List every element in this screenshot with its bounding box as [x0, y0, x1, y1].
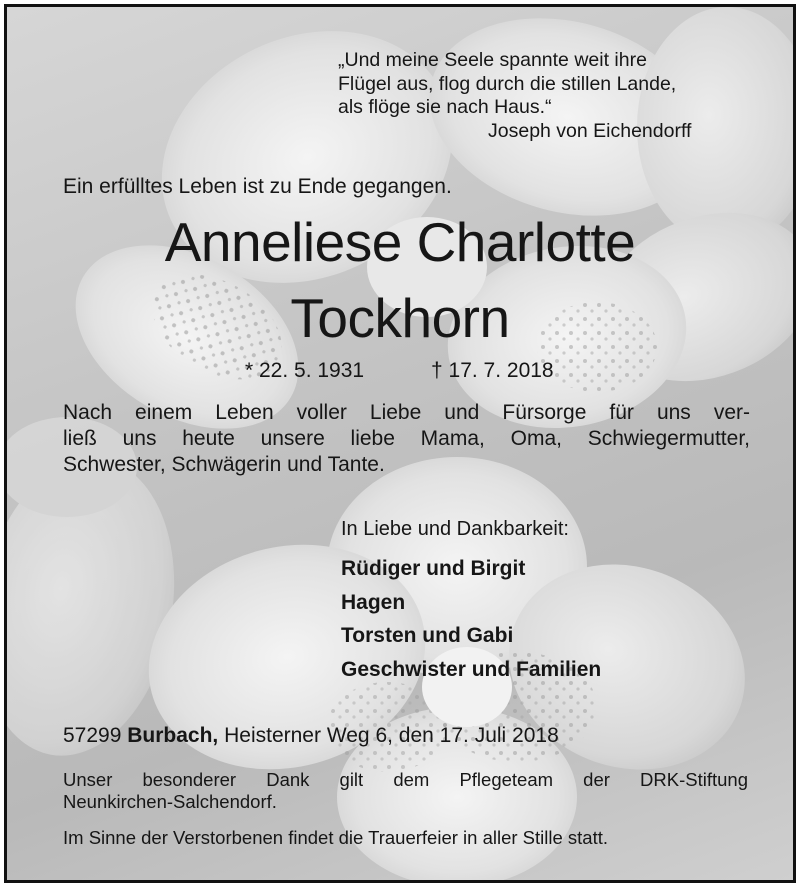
mourner-name: Torsten und Gabi	[341, 624, 514, 647]
body-line: Nach einem Leben voller Liebe und Fürsorge für uns ver-	[63, 401, 750, 424]
address-city: Burbach,	[127, 724, 219, 747]
obituary-body-text	[63, 400, 750, 478]
mourners-list	[341, 552, 601, 686]
mourner-name: Rüdiger und Birgit	[341, 557, 526, 580]
ceremony-note: Im Sinne der Verstorbenen findet die Trauerfeier in aller Stille statt.	[63, 827, 609, 848]
mourner-name: Hagen	[341, 590, 406, 614]
mourner-name: Geschwister und Familien	[341, 657, 602, 681]
epigraph-quote	[338, 49, 692, 142]
death-date: † 17. 7. 2018	[431, 359, 554, 382]
thanks-line: Unser besonderer Dank gilt dem Pflegeteam der DRK-Stiftung	[63, 769, 748, 790]
quote-line: Flügel aus, flog durch die stillen Lande,	[338, 72, 677, 95]
thanks-line: Neunkirchen-Salchendorf.	[63, 790, 277, 812]
intro-text: Ein erfülltes Leben ist zu Ende gegangen.	[63, 175, 452, 198]
deceased-name-last: Tockhorn	[290, 287, 510, 349]
quote-line: „Und meine Seele spannte weit ihre	[338, 49, 647, 71]
body-line: Schwester, Schwägerin und Tante.	[63, 453, 385, 476]
address-line	[63, 724, 559, 748]
deceased-name-first: Anneliese Charlotte	[164, 211, 636, 273]
quote-author: Joseph von Eichendorff	[488, 120, 692, 142]
birth-date: * 22. 5. 1931	[245, 359, 365, 382]
body-line: ließ uns heute unsere liebe Mama, Oma, Schwiegermutter,	[63, 427, 750, 450]
address-rest: Heisterner Weg 6, den 17. Juli 2018	[224, 724, 559, 747]
thanks-note	[63, 769, 748, 812]
address-zip: 57299	[63, 724, 122, 747]
obituary-notice	[4, 4, 796, 883]
closing-phrase: In Liebe und Dankbarkeit:	[341, 518, 569, 540]
quote-line: als flöge sie nach Haus.“	[338, 96, 552, 118]
